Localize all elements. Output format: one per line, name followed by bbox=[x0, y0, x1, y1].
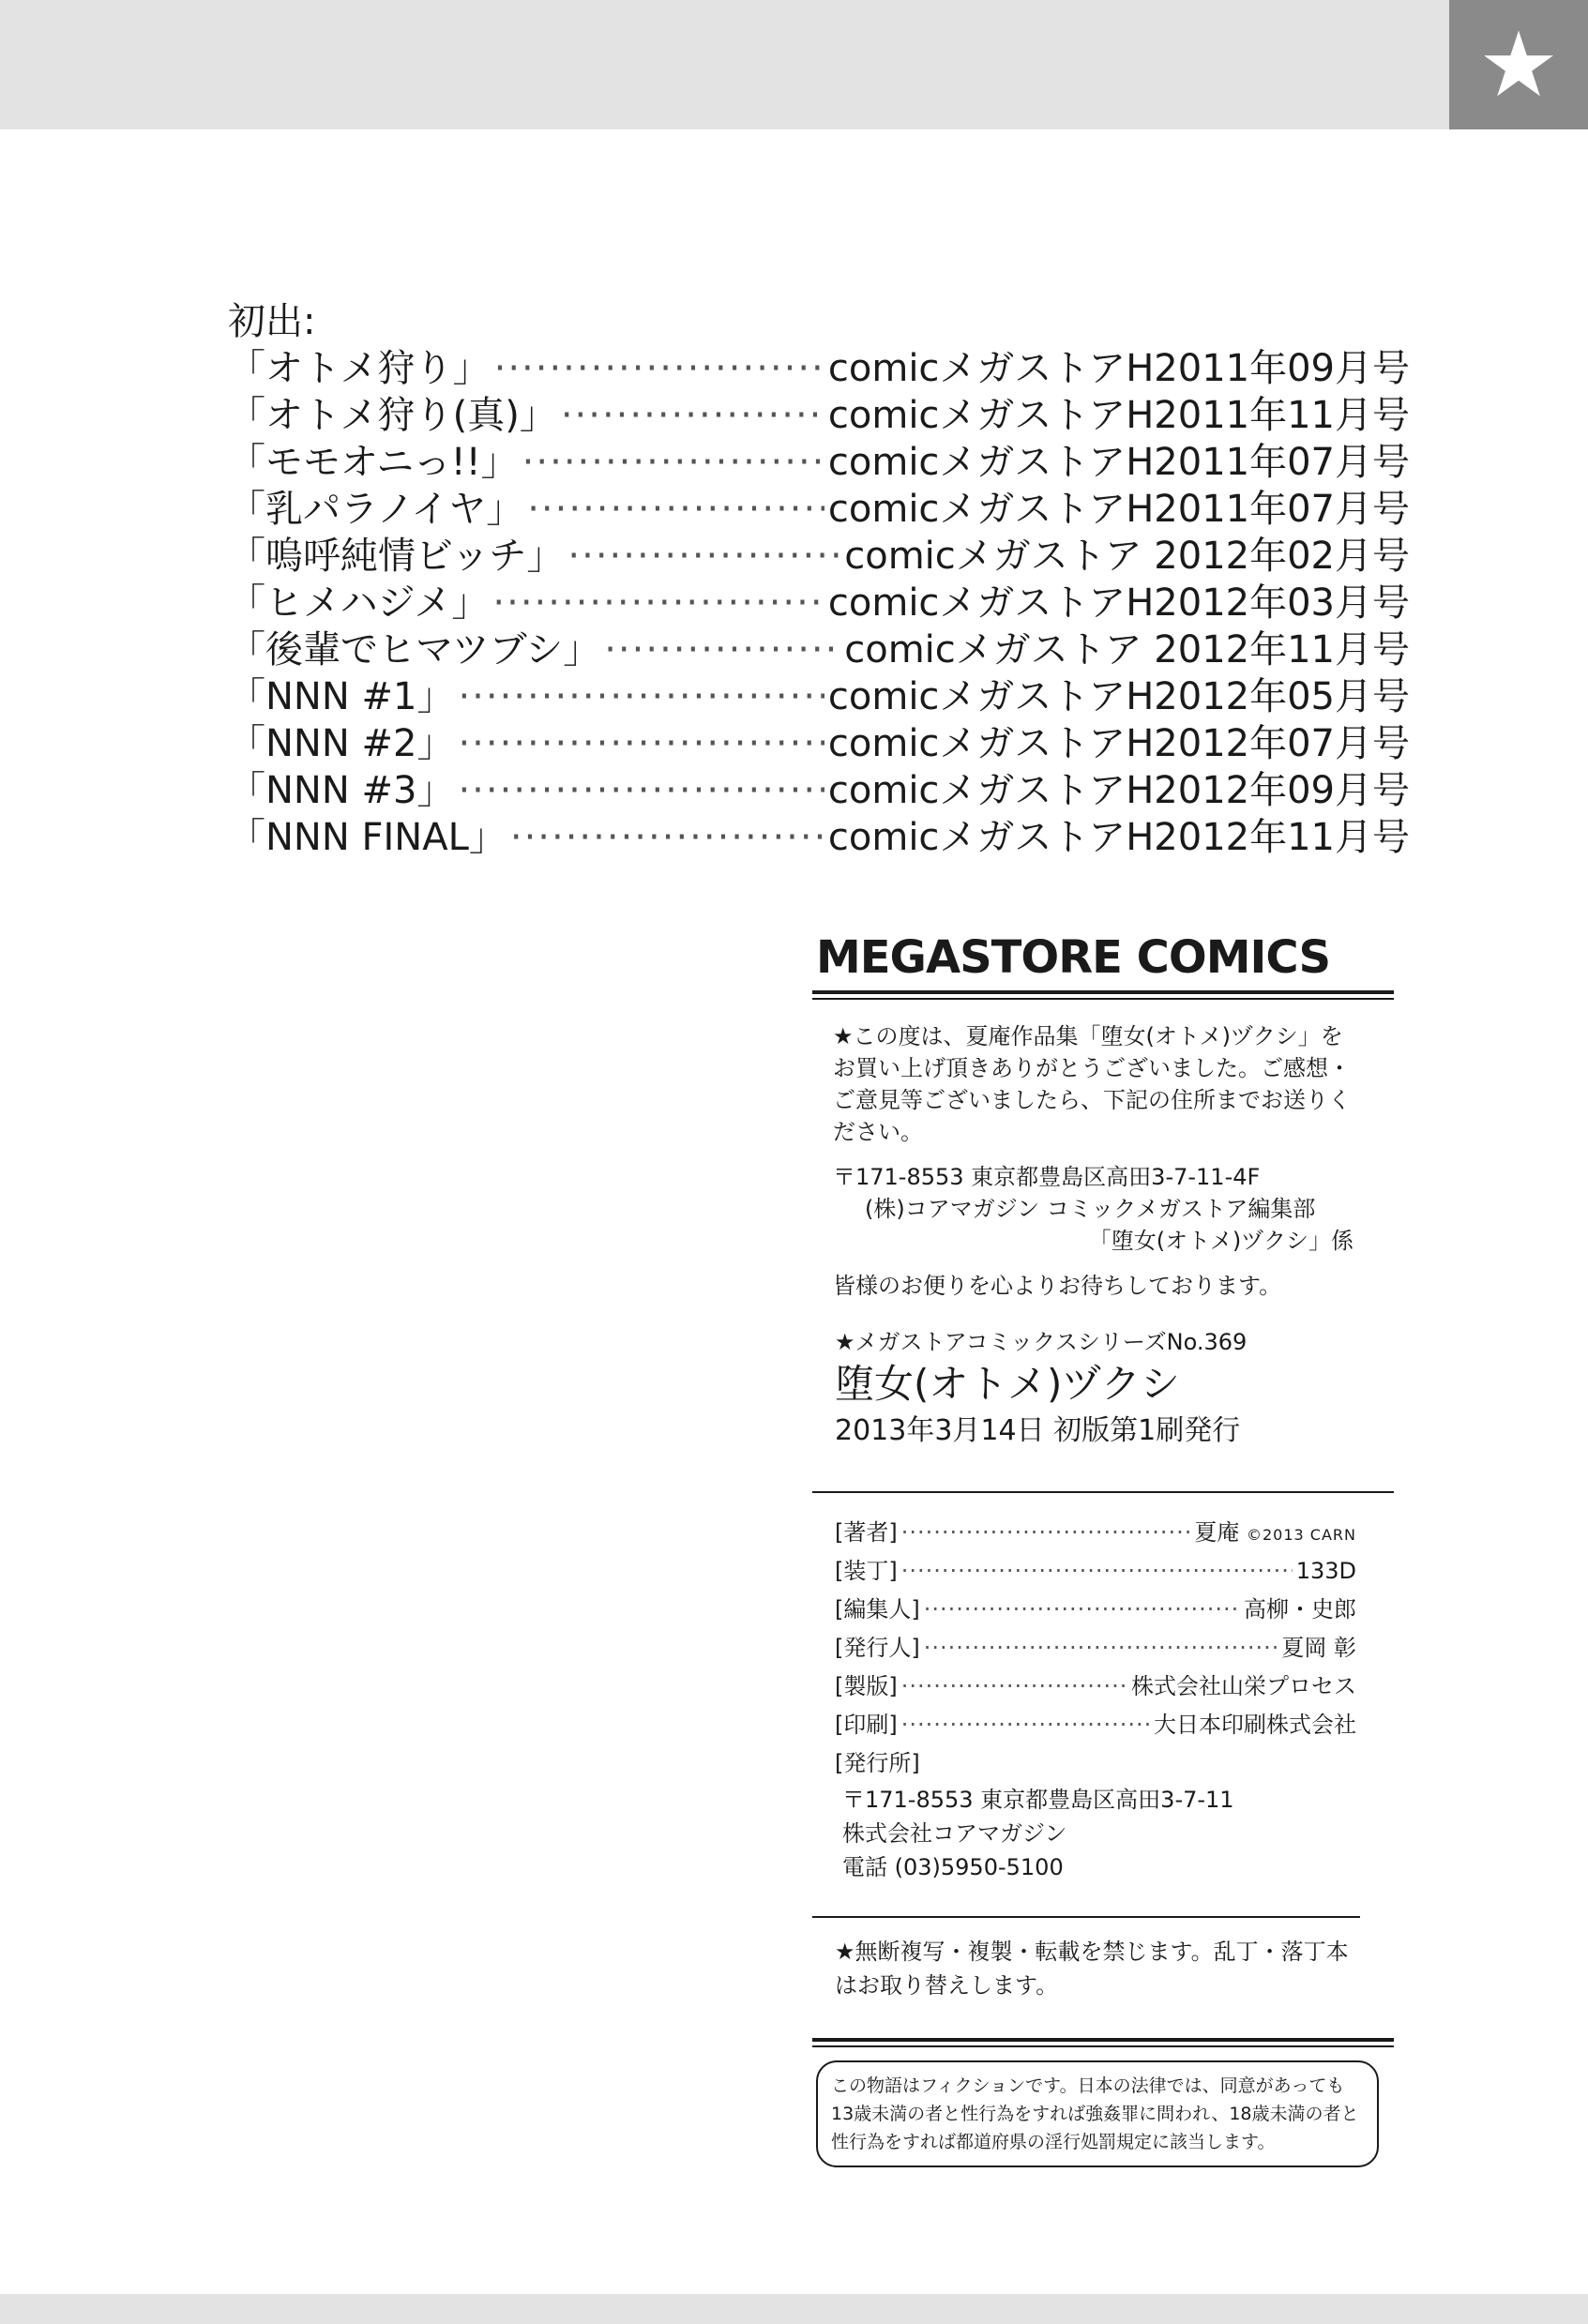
story-title: 「NNN #3」 bbox=[228, 769, 455, 812]
story-source: comicメガストアH2011年09月号 bbox=[827, 347, 1410, 390]
credit-label: [編集人] bbox=[835, 1596, 920, 1622]
story-title: 「NNN #1」 bbox=[228, 675, 455, 718]
book-title: 堕女(オトメ)ヅクシ bbox=[835, 1361, 1180, 1407]
credit-row bbox=[835, 1552, 1356, 1591]
colophon bbox=[812, 928, 1394, 2167]
leader-dots bbox=[522, 439, 824, 486]
story-source: comicメガストア 2012年11月号 bbox=[844, 628, 1410, 672]
leader-dots bbox=[458, 673, 824, 720]
leader-dots bbox=[567, 533, 840, 580]
credit-row bbox=[835, 1514, 1356, 1552]
mail-address bbox=[812, 1161, 1394, 1257]
story-source: comicメガストアH2012年09月号 bbox=[827, 769, 1410, 812]
leader-dots bbox=[492, 580, 824, 626]
story-source: comicメガストアH2012年03月号 bbox=[827, 581, 1410, 625]
story-source: comicメガストア 2012年02月号 bbox=[844, 535, 1410, 578]
address-line: (株)コアマガジン コミックメガストア編集部 bbox=[865, 1196, 1316, 1222]
toc-heading: 初出: bbox=[228, 300, 316, 343]
story-source: comicメガストアH2012年11月号 bbox=[827, 816, 1410, 859]
leader-dots bbox=[458, 720, 824, 767]
reader-message: ★この度は、夏庵作品集「堕女(オトメ)ヅクシ」をお買い上げ頂きありがとうございました。ご感想・ご意見等ございましたら、下記の住所までお送りください。 bbox=[833, 1023, 1351, 1145]
leader-dots bbox=[527, 486, 824, 533]
copyright-notice: ★無断複写・複製・転載を禁じます。乱丁・落丁本はお取り替えします。 bbox=[812, 1916, 1360, 2002]
toc-entry bbox=[228, 720, 1410, 767]
leader-dots bbox=[901, 1514, 1191, 1552]
publication-date: 2013年3月14日 初版第1刷発行 bbox=[835, 1414, 1241, 1447]
credit-row bbox=[835, 1591, 1356, 1629]
credit-label: [印刷] bbox=[835, 1712, 898, 1738]
toc-entry bbox=[228, 392, 1410, 439]
story-source: comicメガストアH2011年11月号 bbox=[827, 394, 1410, 437]
leader-dots bbox=[924, 1629, 1278, 1668]
toc-entry bbox=[228, 533, 1410, 580]
credits bbox=[812, 1491, 1394, 1884]
toc-entries bbox=[228, 345, 1410, 861]
divider bbox=[812, 2038, 1394, 2047]
address-line: 〒171-8553 東京都豊島区高田3-7-11-4F bbox=[833, 1164, 1261, 1190]
publisher-address: 〒171-8553 東京都豊島区高田3-7-11 bbox=[842, 1787, 1234, 1813]
leader-dots bbox=[901, 1706, 1150, 1744]
story-source: comicメガストアH2012年05月号 bbox=[827, 675, 1410, 718]
toc-entry bbox=[228, 673, 1410, 720]
leader-dots bbox=[561, 392, 824, 439]
story-source: comicメガストアH2011年07月号 bbox=[827, 488, 1410, 531]
leader-dots bbox=[901, 1552, 1293, 1591]
credit-label: [著者] bbox=[835, 1519, 898, 1546]
credit-row bbox=[835, 1629, 1356, 1668]
address-line: 「堕女(オトメ)ヅクシ」係 bbox=[1088, 1228, 1354, 1254]
story-title: 「嗚呼純情ビッチ」 bbox=[228, 535, 565, 578]
divider bbox=[812, 990, 1394, 1000]
story-title: 「オトメ狩り」 bbox=[228, 347, 491, 390]
series-number: ★メガストアコミックスシリーズNo.369 bbox=[835, 1329, 1248, 1355]
publisher-phone: 電話 (03)5950-5100 bbox=[842, 1854, 1064, 1880]
credit-label: [製版] bbox=[835, 1673, 898, 1699]
story-title: 「乳パラノイヤ」 bbox=[228, 488, 524, 531]
leader-dots bbox=[510, 814, 824, 861]
toc-entry bbox=[228, 345, 1410, 392]
toc-entry bbox=[228, 767, 1410, 814]
footer-band bbox=[0, 2294, 1588, 2324]
story-title: 「後輩でヒマツブシ」 bbox=[228, 628, 601, 672]
story-title: 「NNN FINAL」 bbox=[228, 816, 507, 859]
copyright: ©2013 CARN bbox=[1246, 1526, 1356, 1544]
first-appearance-list bbox=[228, 298, 1410, 861]
story-source: comicメガストアH2012年07月号 bbox=[827, 722, 1410, 765]
credit-value: 133D bbox=[1295, 1558, 1356, 1584]
header-band bbox=[0, 0, 1588, 129]
leader-dots bbox=[924, 1591, 1240, 1629]
story-title: 「NNN #2」 bbox=[228, 722, 455, 765]
toc-entry bbox=[228, 580, 1410, 626]
leader-dots bbox=[494, 345, 824, 392]
credit-value: 高柳・史郎 bbox=[1244, 1596, 1356, 1622]
leader-dots bbox=[901, 1668, 1127, 1706]
credit-row bbox=[835, 1706, 1356, 1744]
credit-value: 株式会社山栄プロセス bbox=[1131, 1673, 1356, 1699]
story-source: comicメガストアH2011年07月号 bbox=[827, 441, 1410, 484]
credit-value: 大日本印刷株式会社 bbox=[1154, 1712, 1356, 1738]
author-name: 夏庵 bbox=[1194, 1519, 1240, 1546]
closing-text: 皆様のお便りを心よりお待ちしております。 bbox=[833, 1273, 1282, 1299]
story-title: 「オトメ狩り(真)」 bbox=[228, 394, 557, 437]
credit-label: [発行人] bbox=[835, 1635, 920, 1661]
brand-logo: MEGASTORE COMICS bbox=[816, 931, 1331, 984]
story-title: 「ヒメハジメ」 bbox=[228, 581, 490, 625]
publisher-label: [発行所] bbox=[835, 1750, 920, 1776]
story-title: 「モモオニっ!!」 bbox=[228, 441, 519, 484]
toc-entry bbox=[228, 814, 1410, 861]
leader-dots bbox=[604, 626, 840, 673]
toc-entry bbox=[228, 626, 1410, 673]
credit-value bbox=[1194, 1514, 1356, 1554]
leader-dots bbox=[458, 767, 824, 814]
fiction-disclaimer: この物語はフィクションです。日本の法律では、同意があっても13歳未満の者と性行為をすれば強姦罪に問われ、18歳未満の者と性行為をすれば都道府県の淫行処罰規定に該当します。 bbox=[816, 2060, 1379, 2167]
credit-row bbox=[835, 1668, 1356, 1706]
corner-tab bbox=[1449, 0, 1588, 129]
credit-label: [装丁] bbox=[835, 1558, 898, 1584]
credit-value: 夏岡 彰 bbox=[1281, 1635, 1356, 1661]
toc-entry bbox=[228, 486, 1410, 533]
star-icon: ★ bbox=[1477, 12, 1560, 117]
publisher-company: 株式会社コアマガジン bbox=[842, 1820, 1067, 1847]
toc-entry bbox=[228, 439, 1410, 486]
